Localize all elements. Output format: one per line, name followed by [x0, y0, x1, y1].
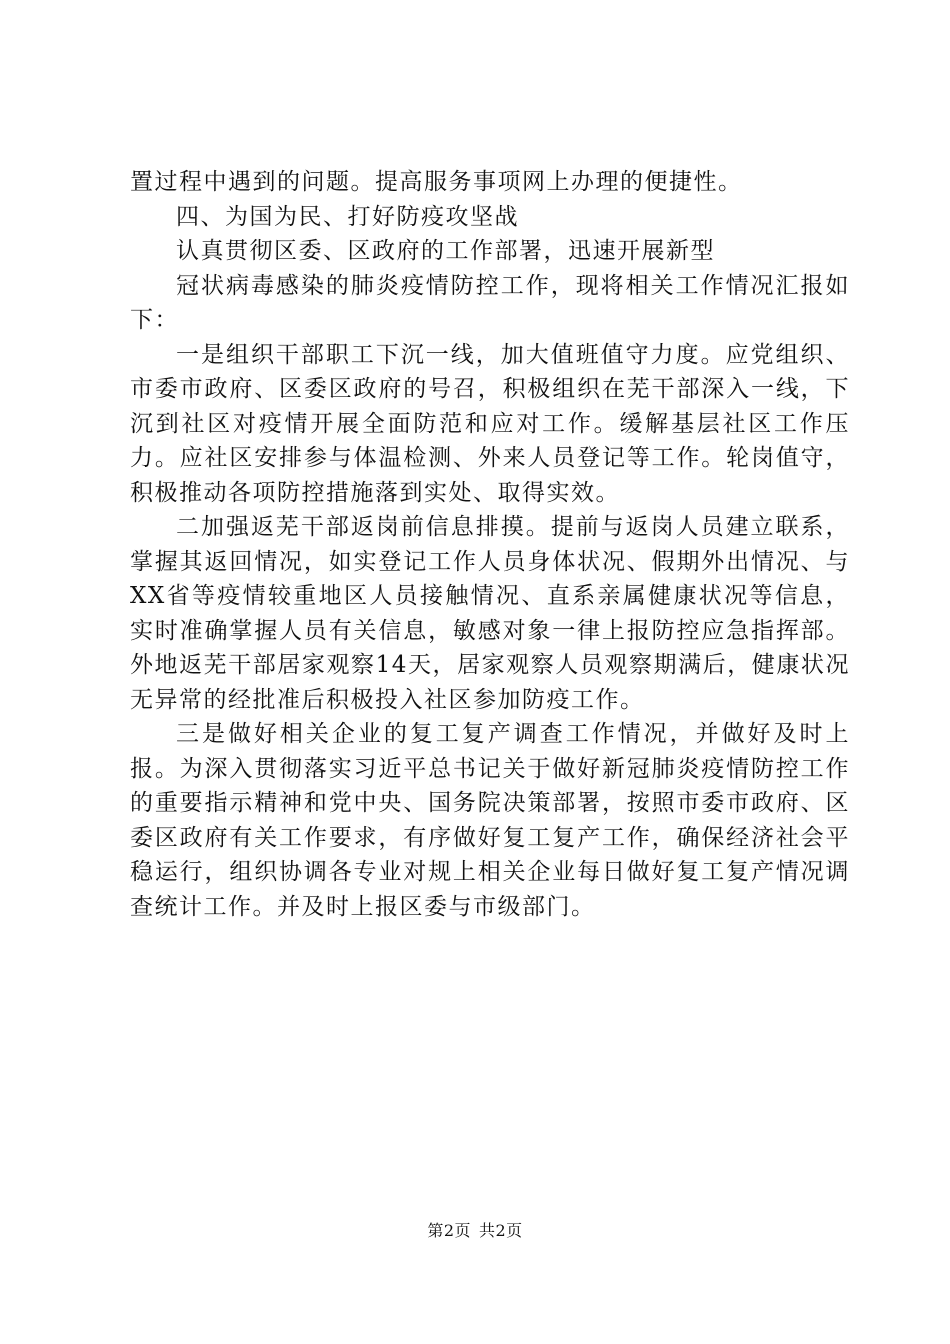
page-footer	[0, 1218, 950, 1241]
paragraph-intro-line: 认真贯彻区委、区政府的工作部署，迅速开展新型	[176, 238, 715, 264]
section-heading: 四、为国为民、打好防疫攻坚战	[176, 203, 519, 230]
page-number: 第2页	[427, 1221, 471, 1240]
paragraph-intro: 冠状病毒感染的肺炎疫情防控工作，现将相关工作情况汇报如下：	[130, 272, 850, 333]
paragraph-item-1: 一是组织干部职工下沉一线，加大值班值守力度。应党组织、市委市政府、区委区政府的号召，积极组织在芜干部深入一线，下沉到社区对疫情开展全面防范和应对工作。缓解基层社区工作压力。应社区安排参与体温检测、外来人员登记等工作。轮岗值守，积极推动各项防控措施落到实处、取得实效。	[130, 341, 850, 506]
paragraph-item-3: 三是做好相关企业的复工复产调查工作情况，并做好及时上报。为深入贯彻落实习近平总书记关于做好新冠肺炎疫情防控工作的重要指示精神和党中央、国务院决策部署，按照市委市政府、区委区政府有关工作要求，有序做好复工复产工作，确保经济社会平稳运行，组织协调各专业对规上相关企业每日做好复工复产情况调查统计工作。并及时上报区委与市级部门。	[130, 721, 850, 920]
document-body	[130, 165, 850, 924]
paragraph-item-2: 二加强返芜干部返岗前信息排摸。提前与返岗人员建立联系，掌握其返回情况，如实登记工作人员身体状况、假期外出情况、与XX省等疫情较重地区人员接触情况、直系亲属健康状况等信息，实时准确掌握人员有关信息，敏感对象一律上报防控应急指挥部。外地返芜干部居家观察14天，居家观察人员观察期满后，健康状况无异常的经批准后积极投入社区参加防疫工作。	[130, 514, 850, 713]
page-total: 共2页	[479, 1221, 523, 1240]
paragraph-continuation: 置过程中遇到的问题。提高服务事项网上办理的便捷性。	[130, 169, 743, 195]
